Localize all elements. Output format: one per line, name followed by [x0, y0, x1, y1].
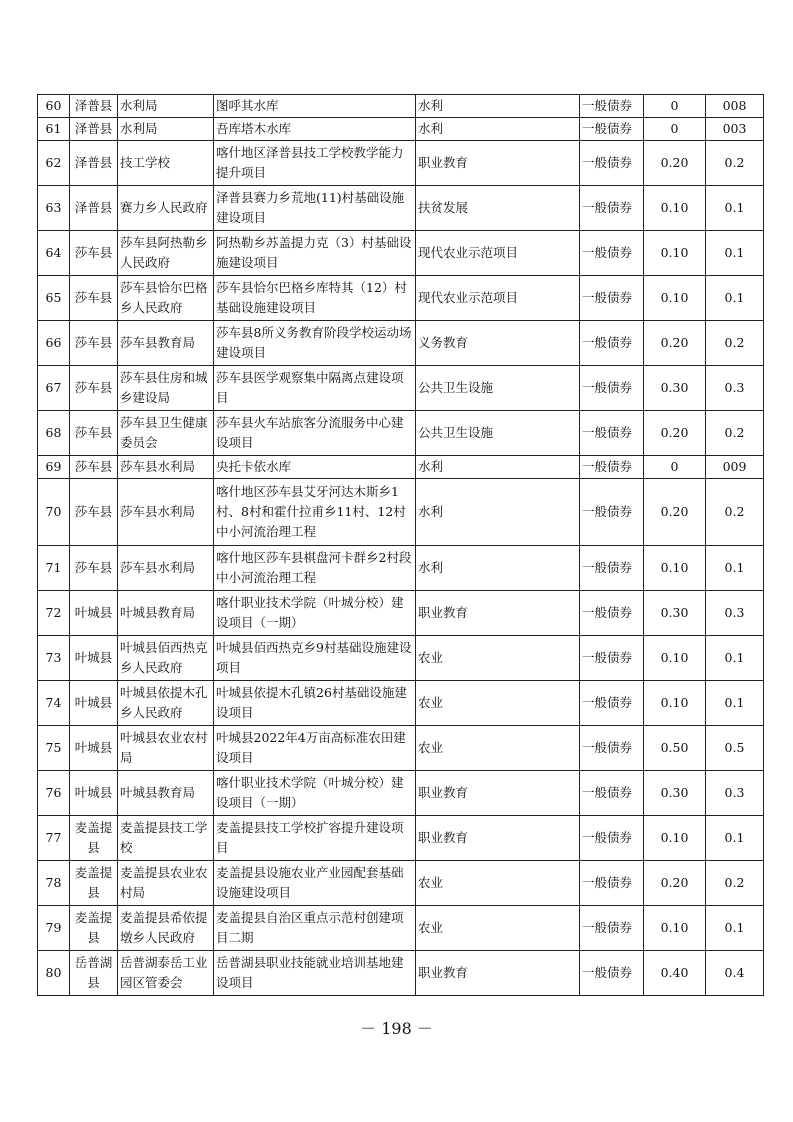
row-number-cell: 80 [38, 951, 70, 996]
unit-cell: 叶城县教育局 [118, 591, 214, 636]
row-number-cell: 63 [38, 186, 70, 231]
row-number-cell: 78 [38, 861, 70, 906]
amount-total-cell: 0.1 [706, 231, 764, 276]
amount-cell: 0 [644, 118, 706, 141]
county-cell: 叶城县 [70, 591, 118, 636]
county-cell: 泽普县 [70, 141, 118, 186]
table-row [38, 411, 764, 456]
bond-type-cell: 一般债券 [580, 726, 644, 771]
unit-cell: 莎车县水利局 [118, 456, 214, 479]
unit-cell: 莎车县阿热勒乡人民政府 [118, 231, 214, 276]
project-name-cell: 喀什地区莎车县艾牙河达木斯乡1村、8村和霍什拉甫乡11村、12村中小河流治理工程 [214, 479, 416, 546]
row-number-cell: 67 [38, 366, 70, 411]
amount-total-cell: 0.1 [706, 906, 764, 951]
industry-cell: 农业 [416, 726, 580, 771]
unit-cell: 岳普湖泰岳工业园区管委会 [118, 951, 214, 996]
project-name-cell: 央托卡依水库 [214, 456, 416, 479]
unit-cell: 水利局 [118, 118, 214, 141]
county-cell: 叶城县 [70, 726, 118, 771]
industry-cell: 农业 [416, 861, 580, 906]
amount-cell: 0.20 [644, 411, 706, 456]
bond-type-cell: 一般债券 [580, 479, 644, 546]
county-cell: 莎车县 [70, 366, 118, 411]
amount-total-cell: 0.1 [706, 636, 764, 681]
amount-total-cell: 0.2 [706, 411, 764, 456]
amount-cell: 0.10 [644, 231, 706, 276]
county-cell: 麦盖提县 [70, 816, 118, 861]
unit-cell: 麦盖提县农业农村局 [118, 861, 214, 906]
bond-type-cell: 一般债券 [580, 816, 644, 861]
amount-cell: 0.10 [644, 681, 706, 726]
table-row [38, 95, 764, 118]
table-row [38, 456, 764, 479]
amount-cell: 0.30 [644, 591, 706, 636]
bond-type-cell: 一般债券 [580, 141, 644, 186]
unit-cell: 莎车县水利局 [118, 479, 214, 546]
table-row [38, 591, 764, 636]
amount-cell: 0.10 [644, 546, 706, 591]
table-row [38, 861, 764, 906]
table-row [38, 951, 764, 996]
unit-cell: 莎车县教育局 [118, 321, 214, 366]
row-number-cell: 62 [38, 141, 70, 186]
table-row [38, 141, 764, 186]
bond-type-cell: 一般债券 [580, 231, 644, 276]
bond-type-cell: 一般债券 [580, 951, 644, 996]
amount-total-cell: 0.3 [706, 591, 764, 636]
project-name-cell: 莎车县8所义务教育阶段学校运动场建设项目 [214, 321, 416, 366]
amount-cell: 0.20 [644, 141, 706, 186]
project-name-cell: 喀什地区泽普县技工学校教学能力提升项目 [214, 141, 416, 186]
industry-cell: 农业 [416, 636, 580, 681]
amount-total-cell: 009 [706, 456, 764, 479]
project-name-cell: 叶城县2022年4万亩高标准农田建设项目 [214, 726, 416, 771]
amount-total-cell: 0.2 [706, 321, 764, 366]
row-number-cell: 73 [38, 636, 70, 681]
bond-type-cell: 一般债券 [580, 95, 644, 118]
row-number-cell: 71 [38, 546, 70, 591]
bond-type-cell: 一般债券 [580, 118, 644, 141]
county-cell: 泽普县 [70, 118, 118, 141]
unit-cell: 叶城县教育局 [118, 771, 214, 816]
industry-cell: 农业 [416, 681, 580, 726]
amount-cell: 0.30 [644, 771, 706, 816]
county-cell: 莎车县 [70, 479, 118, 546]
amount-total-cell: 0.1 [706, 816, 764, 861]
table-row [38, 636, 764, 681]
row-number-cell: 74 [38, 681, 70, 726]
amount-total-cell: 0.1 [706, 546, 764, 591]
unit-cell: 叶城县农业农村局 [118, 726, 214, 771]
county-cell: 麦盖提县 [70, 861, 118, 906]
project-table-container [37, 94, 763, 996]
amount-cell: 0.40 [644, 951, 706, 996]
row-number-cell: 77 [38, 816, 70, 861]
amount-total-cell: 0.1 [706, 681, 764, 726]
amount-total-cell: 003 [706, 118, 764, 141]
amount-total-cell: 0.5 [706, 726, 764, 771]
table-row [38, 366, 764, 411]
table-row [38, 118, 764, 141]
industry-cell: 职业教育 [416, 816, 580, 861]
county-cell: 莎车县 [70, 546, 118, 591]
row-number-cell: 65 [38, 276, 70, 321]
county-cell: 叶城县 [70, 681, 118, 726]
project-table [37, 94, 764, 996]
amount-total-cell: 0.1 [706, 276, 764, 321]
row-number-cell: 79 [38, 906, 70, 951]
bond-type-cell: 一般债券 [580, 636, 644, 681]
table-row [38, 231, 764, 276]
amount-total-cell: 0.2 [706, 861, 764, 906]
project-name-cell: 图呼其水库 [214, 95, 416, 118]
unit-cell: 麦盖提县技工学校 [118, 816, 214, 861]
amount-cell: 0 [644, 456, 706, 479]
project-name-cell: 麦盖提县设施农业产业园配套基础设施建设项目 [214, 861, 416, 906]
project-name-cell: 莎车县火车站旅客分流服务中心建设项目 [214, 411, 416, 456]
amount-cell: 0.50 [644, 726, 706, 771]
industry-cell: 义务教育 [416, 321, 580, 366]
industry-cell: 现代农业示范项目 [416, 231, 580, 276]
table-row [38, 906, 764, 951]
unit-cell: 莎车县恰尔巴格乡人民政府 [118, 276, 214, 321]
county-cell: 莎车县 [70, 276, 118, 321]
bond-type-cell: 一般债券 [580, 906, 644, 951]
amount-total-cell: 0.3 [706, 771, 764, 816]
bond-type-cell: 一般债券 [580, 591, 644, 636]
row-number-cell: 72 [38, 591, 70, 636]
project-name-cell: 莎车县医学观察集中隔离点建设项目 [214, 366, 416, 411]
amount-cell: 0.20 [644, 321, 706, 366]
industry-cell: 水利 [416, 95, 580, 118]
bond-type-cell: 一般债券 [580, 276, 644, 321]
unit-cell: 麦盖提县希依提墩乡人民政府 [118, 906, 214, 951]
row-number-cell: 68 [38, 411, 70, 456]
industry-cell: 公共卫生设施 [416, 411, 580, 456]
project-name-cell: 喀什职业技术学院（叶城分校）建设项目（一期） [214, 591, 416, 636]
bond-type-cell: 一般债券 [580, 771, 644, 816]
amount-total-cell: 0.4 [706, 951, 764, 996]
project-name-cell: 麦盖提县自治区重点示范村创建项目二期 [214, 906, 416, 951]
industry-cell: 水利 [416, 118, 580, 141]
bond-type-cell: 一般债券 [580, 366, 644, 411]
project-name-cell: 阿热勒乡苏盖提力克（3）村基础设施建设项目 [214, 231, 416, 276]
county-cell: 叶城县 [70, 771, 118, 816]
industry-cell: 职业教育 [416, 141, 580, 186]
page-number: － 198 － [360, 1019, 433, 1038]
county-cell: 泽普县 [70, 95, 118, 118]
table-row [38, 321, 764, 366]
bond-type-cell: 一般债券 [580, 681, 644, 726]
project-table-body [38, 95, 764, 996]
unit-cell: 莎车县住房和城乡建设局 [118, 366, 214, 411]
project-name-cell: 泽普县赛力乡荒地(11)村基础设施建设项目 [214, 186, 416, 231]
industry-cell: 职业教育 [416, 951, 580, 996]
county-cell: 岳普湖县 [70, 951, 118, 996]
table-row [38, 546, 764, 591]
bond-type-cell: 一般债券 [580, 186, 644, 231]
amount-total-cell: 0.2 [706, 141, 764, 186]
project-name-cell: 喀什地区莎车县棋盘河卡群乡2村段中小河流治理工程 [214, 546, 416, 591]
bond-type-cell: 一般债券 [580, 546, 644, 591]
amount-total-cell: 0.2 [706, 479, 764, 546]
industry-cell: 水利 [416, 546, 580, 591]
table-row [38, 276, 764, 321]
project-name-cell: 喀什职业技术学院（叶城分校）建设项目（一期） [214, 771, 416, 816]
bond-type-cell: 一般债券 [580, 411, 644, 456]
amount-cell: 0.10 [644, 816, 706, 861]
bond-type-cell: 一般债券 [580, 456, 644, 479]
amount-cell: 0 [644, 95, 706, 118]
industry-cell: 扶贫发展 [416, 186, 580, 231]
industry-cell: 水利 [416, 479, 580, 546]
amount-cell: 0.10 [644, 276, 706, 321]
amount-total-cell: 0.3 [706, 366, 764, 411]
amount-total-cell: 0.1 [706, 186, 764, 231]
county-cell: 泽普县 [70, 186, 118, 231]
unit-cell: 技工学校 [118, 141, 214, 186]
row-number-cell: 70 [38, 479, 70, 546]
project-name-cell: 叶城县依提木孔镇26村基础设施建设项目 [214, 681, 416, 726]
unit-cell: 水利局 [118, 95, 214, 118]
row-number-cell: 61 [38, 118, 70, 141]
amount-cell: 0.20 [644, 861, 706, 906]
county-cell: 麦盖提县 [70, 906, 118, 951]
table-row [38, 186, 764, 231]
amount-cell: 0.10 [644, 636, 706, 681]
amount-cell: 0.20 [644, 479, 706, 546]
row-number-cell: 76 [38, 771, 70, 816]
amount-cell: 0.30 [644, 366, 706, 411]
row-number-cell: 60 [38, 95, 70, 118]
amount-total-cell: 008 [706, 95, 764, 118]
row-number-cell: 64 [38, 231, 70, 276]
industry-cell: 农业 [416, 906, 580, 951]
project-name-cell: 吾库塔木水库 [214, 118, 416, 141]
table-row [38, 771, 764, 816]
project-name-cell: 叶城县佰西热克乡9村基础设施建设项目 [214, 636, 416, 681]
industry-cell: 水利 [416, 456, 580, 479]
table-row [38, 681, 764, 726]
unit-cell: 赛力乡人民政府 [118, 186, 214, 231]
industry-cell: 公共卫生设施 [416, 366, 580, 411]
bond-type-cell: 一般债券 [580, 861, 644, 906]
unit-cell: 莎车县卫生健康委员会 [118, 411, 214, 456]
county-cell: 莎车县 [70, 456, 118, 479]
county-cell: 莎车县 [70, 411, 118, 456]
amount-cell: 0.10 [644, 906, 706, 951]
table-row [38, 726, 764, 771]
row-number-cell: 75 [38, 726, 70, 771]
unit-cell: 莎车县水利局 [118, 546, 214, 591]
county-cell: 叶城县 [70, 636, 118, 681]
row-number-cell: 69 [38, 456, 70, 479]
industry-cell: 职业教育 [416, 771, 580, 816]
county-cell: 莎车县 [70, 321, 118, 366]
amount-cell: 0.10 [644, 186, 706, 231]
project-name-cell: 莎车县恰尔巴格乡库特其（12）村基础设施建设项目 [214, 276, 416, 321]
bond-type-cell: 一般债券 [580, 321, 644, 366]
industry-cell: 职业教育 [416, 591, 580, 636]
unit-cell: 叶城县佰西热克乡人民政府 [118, 636, 214, 681]
table-row [38, 479, 764, 546]
row-number-cell: 66 [38, 321, 70, 366]
table-row [38, 816, 764, 861]
project-name-cell: 岳普湖县职业技能就业培训基地建设项目 [214, 951, 416, 996]
county-cell: 莎车县 [70, 231, 118, 276]
unit-cell: 叶城县依提木孔乡人民政府 [118, 681, 214, 726]
project-name-cell: 麦盖提县技工学校扩容提升建设项目 [214, 816, 416, 861]
industry-cell: 现代农业示范项目 [416, 276, 580, 321]
